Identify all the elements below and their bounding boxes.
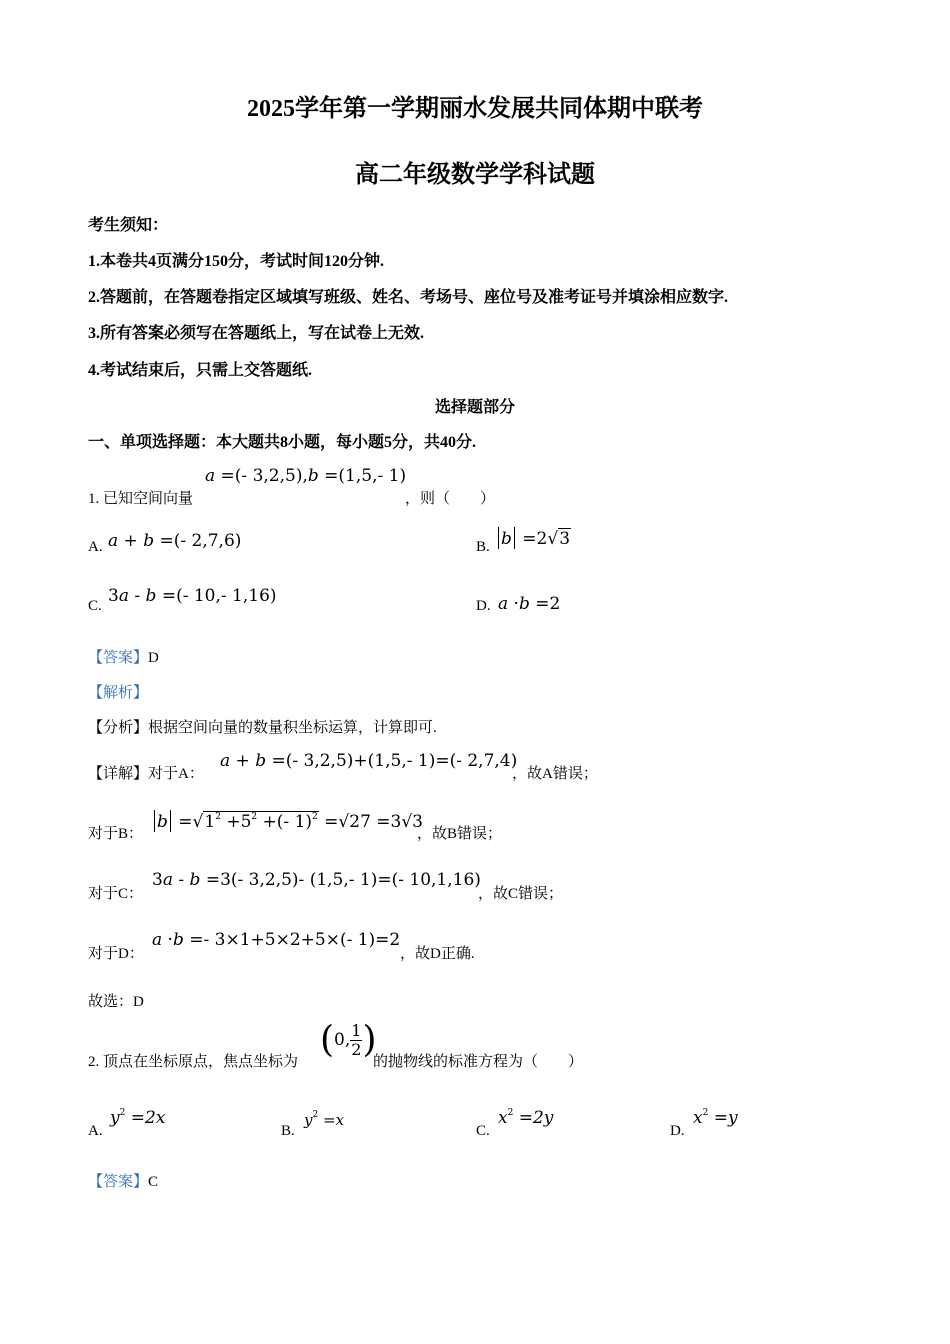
q2-option-b: $y^2 =x$ — [304, 1110, 345, 1129]
q1-analysis-tag: 【解析】 — [88, 685, 149, 701]
q1-prefix: 1. 已知空间向量 — [88, 491, 194, 507]
q1-option-b-label: B. — [476, 539, 490, 555]
q1-detail-c: 3a - b =3(- 3,2,5)- (1,5,- 1)=(- 10,1,16) — [152, 870, 481, 890]
q2-option-d: $x^2 =y$ — [693, 1108, 738, 1128]
q2-option-a: $y^2 =2x$ — [110, 1108, 166, 1128]
q1-answer — [88, 646, 159, 667]
q1-detail-d: a ·b =- 3×1+5×2+5×(- 1)=2 — [152, 930, 401, 950]
q2-option-a-rhs: =2x — [130, 1108, 166, 1128]
q2-option-b-label: B. — [281, 1123, 295, 1139]
detail-tag: 【详解】 — [88, 766, 149, 782]
q1-detail-c-suffix: ，故C错误； — [478, 886, 564, 902]
q1-option-a-label: A. — [88, 539, 103, 555]
answer-tag: 【答案】 — [88, 1174, 149, 1190]
detail-a-prefix-text: 对于A： — [148, 766, 204, 782]
detail-b-rhs: =√27 =3√3 — [324, 812, 423, 832]
q1-detail-d-prefix: 对于D： — [88, 946, 144, 962]
q2-option-c: $x^2 =2y$ — [498, 1108, 554, 1128]
q1-fenxi — [88, 716, 437, 737]
q2-answer — [88, 1170, 158, 1191]
notice-heading: 考生须知： — [88, 217, 169, 234]
q1-option-b: b =2√3 — [496, 527, 571, 549]
q1-detail-a: a + b =(- 3,2,5)+(1,5,- 1)=(- 2,7,4) — [220, 751, 518, 771]
answer-value: C — [148, 1174, 159, 1190]
q2-option-d-rhs: =y — [713, 1108, 738, 1128]
detail-c-rhs: =3(- 3,2,5)- (1,5,- 1)=(- 10,1,16) — [205, 870, 481, 890]
q1-suffix: ，则（ ） — [405, 491, 496, 507]
q1-conclusion: 故选：D — [88, 994, 144, 1010]
q2-option-a-label: A. — [88, 1123, 103, 1139]
q1-detail-b: $b =√1^2 +5^2$ +(- 1)$^2$ =√27 =3√3 — [152, 810, 423, 832]
q2-frac-num: 1 — [351, 1021, 362, 1040]
q1-option-c-label: C. — [88, 598, 102, 614]
q2-option-c-label: C. — [476, 1123, 490, 1139]
q2-option-d-label: D. — [670, 1123, 685, 1139]
q1-option-a: a + b =(- 2,7,6) — [108, 531, 242, 551]
answer-value: D — [148, 650, 159, 666]
q2-suffix: 的抛物线的标准方程为（ ） — [373, 1054, 584, 1070]
q1-option-d: a ·b =2 — [498, 594, 561, 614]
q1-option-d-label: D. — [476, 598, 491, 614]
notice-item-2: 2.答题前，在答题卷指定区域填写班级、姓名、考场号、座位号及准考证号并填涂相应数字. — [88, 289, 729, 306]
section-heading: 一、单项选择题：本大题共8小题，每小题5分，共40分. — [88, 434, 477, 451]
answer-tag: 【答案】 — [88, 650, 149, 666]
q1-option-c-rhs: =(- 10,- 1,16) — [161, 586, 277, 606]
q2-frac-den: 2 — [351, 1040, 362, 1059]
q1-option-d-rhs: =2 — [535, 594, 561, 614]
q2-option-b-rhs: =x — [323, 1111, 345, 1129]
detail-a-rhs: =(- 3,2,5)+(1,5,- 1)=(- 2,7,4) — [271, 751, 518, 771]
part-title: 选择题部分 — [434, 399, 515, 416]
title-line2: 高二年级数学学科试题 — [355, 162, 595, 188]
notice-item-3: 3.所有答案必须写在答题纸上，写在试卷上无效. — [88, 325, 425, 342]
notice-item-1: 1.本卷共4页满分150分，考试时间120分钟. — [88, 253, 385, 270]
fenxi-text: 根据空间向量的数量积坐标运算，计算即可. — [148, 720, 437, 736]
q1-vectors: a =(- 3,2,5),b =(1,5,- 1) — [205, 466, 407, 486]
q1-detail-b-suffix: ，故B错误； — [417, 826, 503, 842]
q1-detail-b-prefix: 对于B： — [88, 826, 144, 842]
title-line1: 2025学年第一学期丽水发展共同体期中联考 — [247, 96, 703, 122]
q1-option-b-root: 3 — [559, 529, 571, 549]
q2-prefix: 2. 顶点在坐标原点，焦点坐标为 — [88, 1054, 299, 1070]
q1-detail-a-prefix — [88, 762, 204, 783]
q1-option-a-rhs: =(- 2,7,6) — [159, 531, 242, 551]
q1-detail-d-suffix: ，故D正确. — [400, 946, 475, 962]
q2-focus: (0, $\frac{1}{2}$ ) — [320, 1019, 377, 1061]
q1-option-b-rhs: =2 — [522, 529, 548, 549]
q2-option-c-rhs: =2y — [518, 1108, 554, 1128]
q1-detail-c-prefix: 对于C： — [88, 886, 144, 902]
q1-option-c: 3a - b =(- 10,- 1,16) — [108, 586, 277, 606]
fenxi-tag: 【分析】 — [88, 720, 149, 736]
detail-d-rhs: =- 3×1+5×2+5×(- 1)=2 — [189, 930, 401, 950]
notice-item-4: 4.考试结束后，只需上交答题纸. — [88, 362, 313, 379]
q1-detail-a-suffix: ，故A错误； — [512, 766, 598, 782]
